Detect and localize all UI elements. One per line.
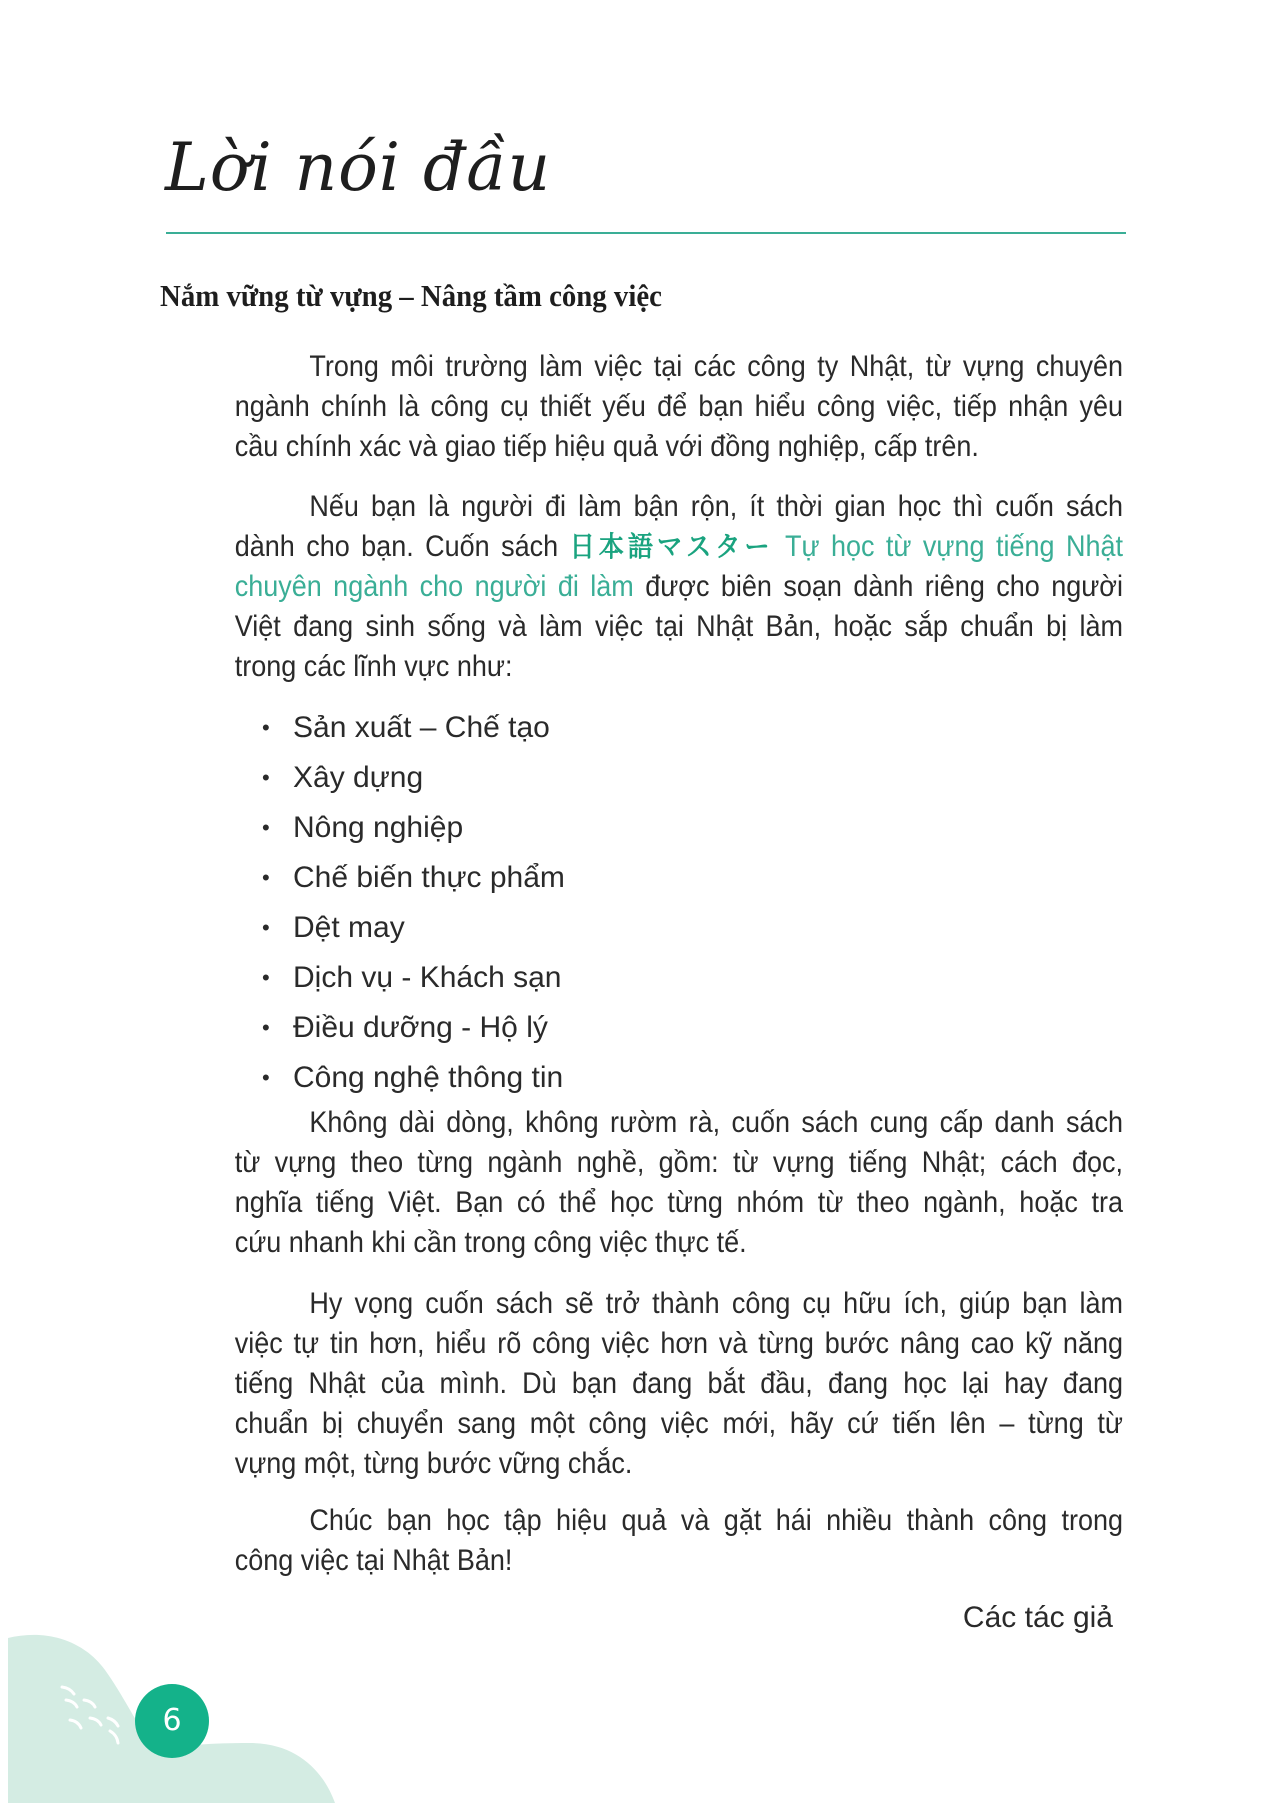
paragraph-line: Chúc bạn học tập hiệu quả và gặt hái nhiều thành công trong: [309, 1504, 1123, 1537]
paragraph-intro: [160, 347, 1123, 467]
list-item-label: Điều dưỡng - Hộ lý: [293, 1011, 548, 1044]
book-title-vietnamese-cont: chuyên ngành cho người đi làm: [234, 570, 634, 603]
bullet-icon: •: [262, 1015, 270, 1040]
paragraph-line: từ vựng theo từng ngành nghề, gồm: từ vựng tiếng Nhật; cách đọc,: [234, 1146, 1123, 1179]
list-item-label: Công nghệ thông tin: [293, 1061, 564, 1094]
list-item: [258, 1053, 565, 1103]
paragraph-line: Việt đang sinh sống và làm việc tại Nhật Bản, hoặc sắp chuẩn bị làm: [234, 610, 1123, 643]
paragraph-line: chuẩn bị chuyển sang một công việc mới, hãy cứ tiến lên – từng từ: [234, 1407, 1123, 1440]
paragraph-line: Hy vọng cuốn sách sẽ trở thành công cụ hữu ích, giúp bạn làm: [309, 1287, 1123, 1320]
fields-list: [258, 703, 565, 1103]
paragraph-line: [160, 567, 1123, 607]
paragraph-line: [160, 527, 1123, 567]
page-number-badge: 6: [135, 1684, 209, 1758]
list-item-label: Sản xuất – Chế tạo: [293, 711, 550, 744]
bullet-icon: •: [262, 865, 270, 890]
list-item: [258, 753, 565, 803]
paragraph-line: tiếng Nhật của mình. Dù bạn đang bắt đầu, đang học lại hay đang: [234, 1367, 1123, 1400]
list-item-label: Dệt may: [293, 911, 405, 944]
bullet-icon: •: [262, 915, 270, 940]
book-title-vietnamese: Tự học từ vựng tiếng Nhật: [773, 530, 1123, 563]
paragraph-line: Trong môi trường làm việc tại các công ty Nhật, từ vựng chuyên: [309, 350, 1123, 383]
paragraph-line: vựng một, từng bước vững chắc.: [234, 1447, 633, 1480]
paragraph-line: ngành chính là công cụ thiết yếu để bạn hiểu công việc, tiếp nhận yêu: [234, 390, 1123, 423]
paragraph-closing: [160, 1501, 1123, 1581]
bullet-icon: •: [262, 815, 270, 840]
line-text: được biên soạn dành riêng cho người: [633, 570, 1124, 603]
paragraph-line: công việc tại Nhật Bản!: [234, 1544, 513, 1577]
list-item-label: Xây dựng: [293, 761, 424, 794]
list-item: [258, 703, 565, 753]
section-heading: Nắm vững từ vựng – Nâng tầm công việc: [160, 278, 662, 313]
bullet-icon: •: [262, 965, 270, 990]
title-divider: [166, 232, 1126, 234]
bullet-icon: •: [262, 1065, 270, 1090]
paragraph-audience: [160, 487, 1123, 687]
paragraph-line: Nếu bạn là người đi làm bận rộn, ít thời gian học thì cuốn sách: [309, 490, 1123, 523]
list-item: [258, 803, 565, 853]
list-item: [258, 903, 565, 953]
list-item: [258, 953, 565, 1003]
paragraph-line: cứu nhanh khi cần trong công việc thực tế.: [234, 1226, 747, 1259]
paragraph-line: nghĩa tiếng Việt. Bạn có thể học từng nhóm từ theo ngành, hoặc tra: [234, 1186, 1123, 1219]
paragraph-content: [160, 1103, 1123, 1263]
paragraph-line: trong các lĩnh vực như:: [234, 650, 513, 683]
line-text: dành cho bạn. Cuốn sách: [234, 530, 570, 563]
signature: Các tác giả: [962, 1601, 1113, 1634]
bullet-icon: •: [262, 765, 270, 790]
list-item-label: Chế biến thực phẩm: [293, 861, 565, 894]
list-item-label: Nông nghiệp: [293, 811, 464, 844]
bullet-icon: •: [262, 715, 270, 740]
book-title-japanese: 日本語マスター: [569, 530, 774, 563]
paragraph-hope: [160, 1284, 1123, 1484]
paragraph-line: việc tự tin hơn, hiểu rõ công việc hơn và từng bước nâng cao kỹ năng: [234, 1327, 1123, 1360]
paragraph-line: cầu chính xác và giao tiếp hiệu quả với đồng nghiệp, cấp trên.: [234, 430, 979, 463]
list-item-label: Dịch vụ - Khách sạn: [293, 961, 562, 994]
page-title: Lời nói đầu: [165, 129, 552, 206]
list-item: [258, 853, 565, 903]
list-item: [258, 1003, 565, 1053]
paragraph-line: Không dài dòng, không rườm rà, cuốn sách cung cấp danh sách: [309, 1106, 1123, 1139]
